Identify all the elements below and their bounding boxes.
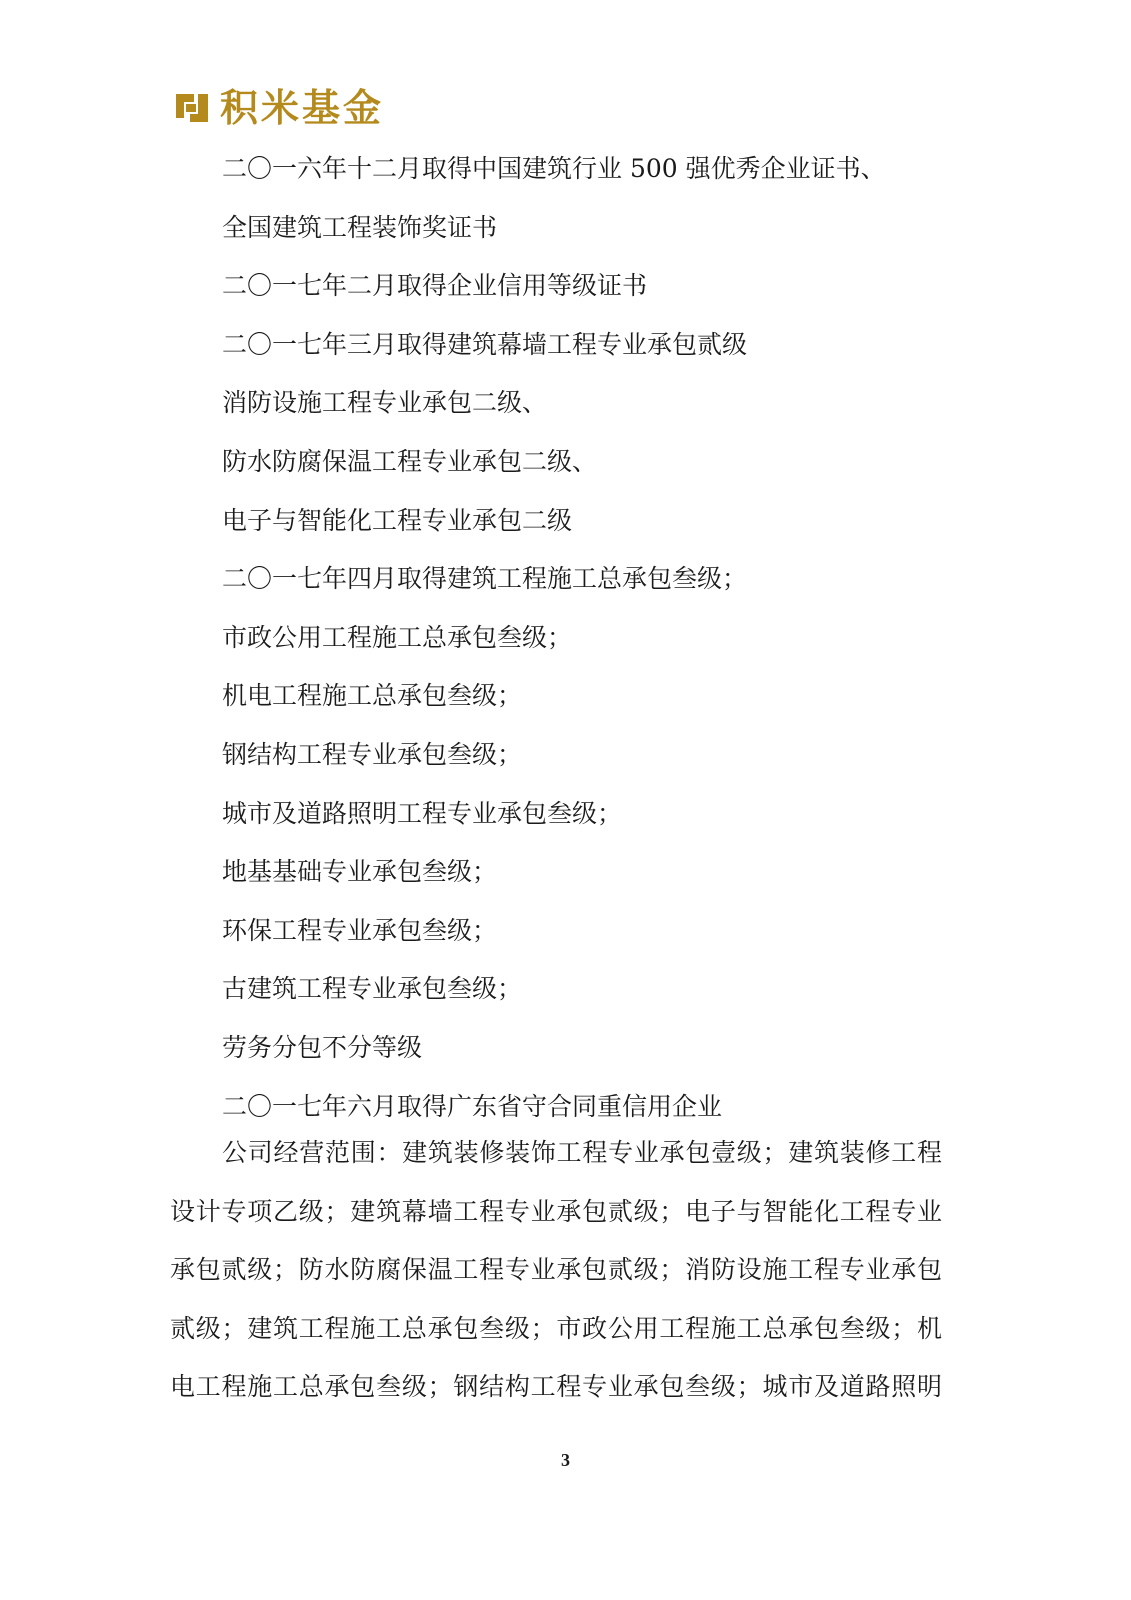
paragraph-line: 电工程施工总承包叁级；钢结构工程专业承包叁级；城市及道路照明	[170, 1372, 942, 1402]
text-line: 环保工程专业承包叁级；	[222, 915, 498, 945]
text-line: 城市及道路照明工程专业承包叁级；	[222, 798, 623, 828]
text-line: 二〇一六年十二月取得中国建筑行业 500 强优秀企业证书、	[222, 154, 886, 183]
text-line: 全国建筑工程装饰奖证书	[222, 212, 498, 242]
text-line: 防水防腐保温工程专业承包二级、	[222, 446, 598, 476]
text-line: 钢结构工程专业承包叁级；	[222, 739, 523, 769]
qualification-list	[222, 140, 982, 1136]
text-line: 二〇一七年六月取得广东省守合同重信用企业	[222, 1091, 723, 1121]
business-scope-paragraph	[170, 1124, 942, 1417]
text-line: 二〇一七年三月取得建筑幕墙工程专业承包贰级	[222, 329, 748, 359]
paragraph-line: 公司经营范围：建筑装修装饰工程专业承包壹级；建筑装修工程	[222, 1138, 942, 1167]
text-line: 地基基础专业承包叁级；	[222, 857, 498, 887]
text-line: 二〇一七年二月取得企业信用等级证书	[222, 271, 648, 301]
paragraph-line: 设计专项乙级；建筑幕墙工程专业承包贰级；电子与智能化工程专业	[170, 1196, 942, 1226]
text-line: 机电工程施工总承包叁级；	[222, 681, 523, 711]
text-line: 古建筑工程专业承包叁级；	[222, 974, 523, 1004]
page-number: 3	[561, 1450, 570, 1470]
text-line: 二〇一七年四月取得建筑工程施工总承包叁级；	[222, 564, 748, 594]
text-line: 电子与智能化工程专业承包二级	[222, 505, 573, 535]
text-line: 劳务分包不分等级	[222, 1032, 423, 1062]
paragraph-line: 贰级；建筑工程施工总承包叁级；市政公用工程施工总承包叁级；机	[170, 1313, 942, 1343]
text-line: 市政公用工程施工总承包叁级；	[222, 622, 573, 652]
brand-logo	[172, 84, 384, 132]
paragraph-line: 承包贰级；防水防腐保温工程专业承包贰级；消防设施工程专业承包	[170, 1255, 942, 1285]
brand-name: 积米基金	[220, 86, 385, 130]
brand-logo-icon	[172, 88, 212, 128]
text-line: 消防设施工程专业承包二级、	[222, 388, 548, 418]
